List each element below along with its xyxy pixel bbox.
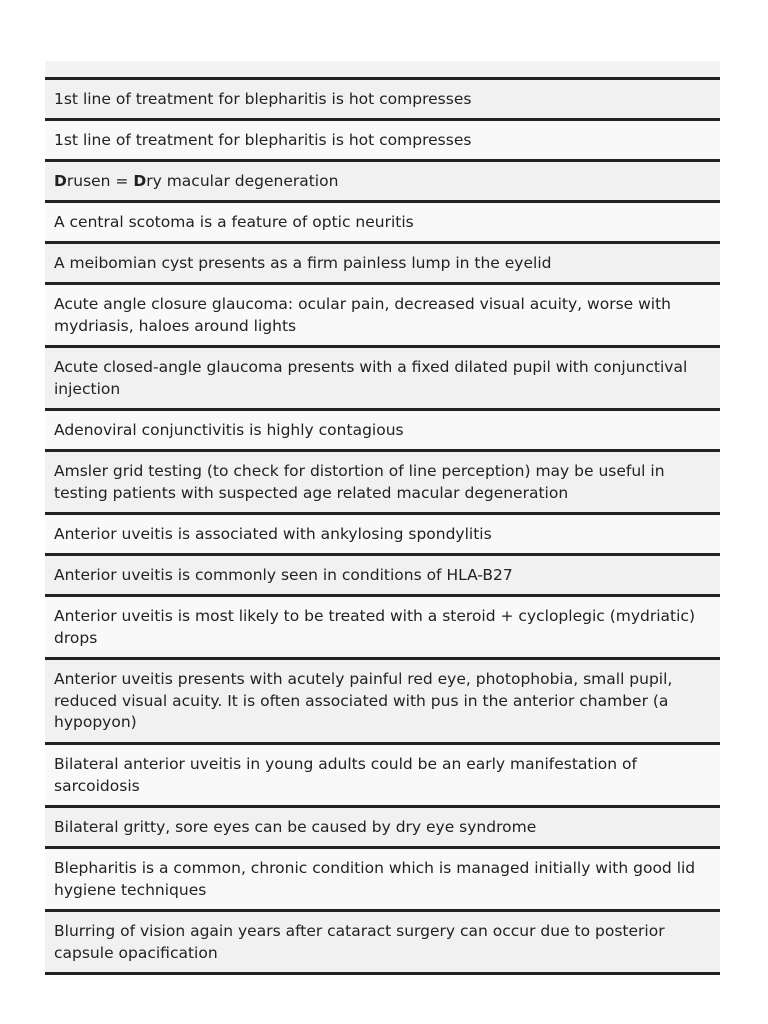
table-row xyxy=(45,162,720,203)
table-row: Amsler grid testing (to check for distortion of line perception) may be useful in testing patients with suspected age related macular degeneration xyxy=(45,452,720,515)
table-row: Adenoviral conjunctivitis is highly contagious xyxy=(45,411,720,452)
table-header-strip xyxy=(45,61,720,80)
table-row: Bilateral anterior uveitis in young adults could be an early manifestation of sarcoidosis xyxy=(45,745,720,808)
table-row: 1st line of treatment for blepharitis is hot compresses xyxy=(45,80,720,121)
table-row: A meibomian cyst presents as a firm painless lump in the eyelid xyxy=(45,244,720,285)
row-text: ry macular degeneration xyxy=(146,172,339,190)
table-row: Anterior uveitis is commonly seen in conditions of HLA-B27 xyxy=(45,556,720,597)
table-row: A central scotoma is a feature of optic neuritis xyxy=(45,203,720,244)
facts-table xyxy=(45,61,720,975)
table-row: Blepharitis is a common, chronic condition which is managed initially with good lid hygiene techniques xyxy=(45,849,720,912)
table-row: Blurring of vision again years after cataract surgery can occur due to posterior capsule opacification xyxy=(45,912,720,975)
table-rows xyxy=(45,80,720,975)
table-row: Acute closed-angle glaucoma presents with a fixed dilated pupil with conjunctival injection xyxy=(45,348,720,411)
bold-initial: D xyxy=(54,172,67,190)
table-row: Acute angle closure glaucoma: ocular pain, decreased visual acuity, worse with mydriasis, haloes around lights xyxy=(45,285,720,348)
table-row: Anterior uveitis presents with acutely painful red eye, photophobia, small pupil, reduced visual acuity. It is often associated with pus in the anterior chamber (a hypopyon) xyxy=(45,660,720,745)
table-row: 1st line of treatment for blepharitis is hot compresses xyxy=(45,121,720,162)
table-row: Anterior uveitis is associated with ankylosing spondylitis xyxy=(45,515,720,556)
bold-initial: D xyxy=(133,172,147,190)
table-row: Bilateral gritty, sore eyes can be caused by dry eye syndrome xyxy=(45,808,720,849)
row-text: rusen = xyxy=(66,172,134,190)
table-row: Anterior uveitis is most likely to be treated with a steroid + cycloplegic (mydriatic) drops xyxy=(45,597,720,660)
